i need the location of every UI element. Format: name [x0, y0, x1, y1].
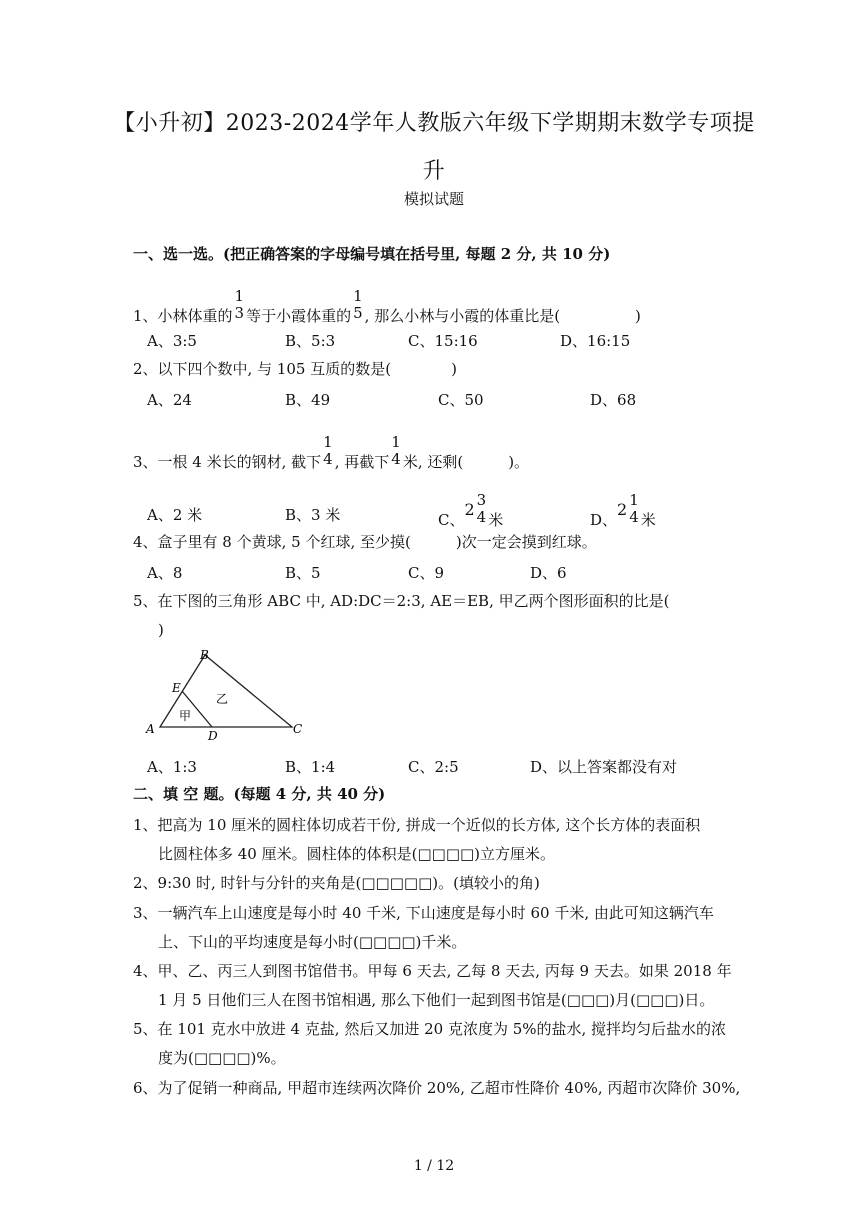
q3-text-a: 3、一根 4 米长的钢材, 截下 — [133, 453, 322, 471]
q3-option-b: B、3 米 — [285, 506, 341, 524]
fill-question-4-line-1: 4、甲、乙、丙三人到图书馆借书。甲每 6 天去, 乙每 8 天去, 丙每 9 天去。如果 2018 年 — [133, 962, 732, 980]
label-e: E — [172, 681, 181, 695]
question-1-5-cont: ) — [158, 621, 164, 639]
title-line-1: 【小升初】2023-2024学年人教版六年级下学期期末数学专项提 — [113, 111, 755, 136]
q1-option-b: B、5:3 — [285, 332, 336, 350]
document-subtitle: 模拟试题 — [403, 190, 464, 208]
document-title — [60, 100, 808, 196]
label-b: B — [200, 648, 209, 662]
fill-question-6-line-1: 6、为了促销一种商品, 甲超市连续两次降价 20%, 乙超市性降价 40%, 丙超市次降价 30%, — [133, 1079, 741, 1097]
q4-option-c: C、9 — [408, 564, 445, 582]
fill-question-3-line-2: 上、下山的平均速度是每小时(□□□□)千米。 — [158, 933, 467, 951]
q3-text-b: , 再截下 — [334, 453, 390, 471]
q1-option-c: C、15:16 — [408, 332, 478, 350]
q3-text-c: 米, 还剩( )。 — [402, 453, 530, 471]
fraction-one-quarter-a: 1 4 — [323, 433, 333, 468]
label-d: D — [208, 729, 218, 743]
question-1-2: 2、以下四个数中, 与 105 互质的数是( ) — [133, 360, 457, 378]
fraction-one-quarter-c: 1 4 — [629, 491, 639, 526]
fraction-one-third: 1 3 — [234, 287, 245, 322]
q2-option-d: D、68 — [590, 391, 637, 409]
q1-text-c: , 那么小林与小霞的体重比是( ) — [364, 307, 641, 325]
q2-option-a: A、24 — [147, 391, 192, 409]
q5-option-d: D、以上答案都没有对 — [530, 758, 678, 776]
triangle-figure — [140, 645, 310, 745]
q1-option-a: A、3:5 — [147, 332, 197, 350]
q3-option-c: C、2 3 4 米 — [438, 491, 504, 529]
q1-option-d: D、16:15 — [560, 332, 631, 350]
fill-question-5-line-1: 5、在 101 克水中放进 4 克盐, 然后又加进 20 克浓度为 5%的盐水, 搅拌均匀后盐水的浓 — [133, 1020, 727, 1038]
region-yi-label: 乙 — [216, 692, 229, 706]
label-c: C — [293, 722, 303, 736]
page-number: 1 / 12 — [413, 1158, 455, 1174]
q4-option-d: D、6 — [530, 564, 567, 582]
fraction-one-fifth: 1 5 — [353, 287, 363, 322]
fraction-one-quarter-b: 1 4 — [391, 433, 401, 468]
fraction-three-quarters: 3 4 — [476, 491, 487, 526]
fill-question-5-line-2: 度为(□□□□)%。 — [158, 1049, 286, 1067]
question-1-4: 4、盒子里有 8 个黄球, 5 个红球, 至少摸( )次一定会摸到红球。 — [133, 533, 597, 551]
q1-text-b: 等于小霞体重的 — [246, 307, 352, 325]
q5-option-b: B、1:4 — [285, 758, 336, 776]
fill-question-3-line-1: 3、一辆汽车上山速度是每小时 40 千米, 下山速度是每小时 60 千米, 由此可知这辆汽车 — [133, 904, 714, 922]
q4-option-a: A、8 — [147, 564, 183, 582]
q4-option-b: B、5 — [285, 564, 321, 582]
question-1-3 — [133, 433, 530, 480]
fill-question-2: 2、9:30 时, 时针与分针的夹角是(□□□□□)。(填较小的角) — [133, 874, 540, 892]
section-1-heading: 一、选一选。(把正确答案的字母编号填在括号里, 每题 2 分, 共 10 分) — [133, 245, 611, 263]
q3-option-a: A、2 米 — [147, 506, 203, 524]
question-1-5: 5、在下图的三角形 ABC 中, AD:DC＝2:3, AE＝EB, 甲乙两个图形面积的比是( — [133, 592, 670, 610]
q5-option-a: A、1:3 — [147, 758, 197, 776]
label-a: A — [146, 722, 155, 736]
fill-question-1-line-2: 比圆柱体多 40 厘米。圆柱体的体积是(□□□□)立方厘米。 — [158, 845, 556, 863]
q3-option-d: D、2 1 4 米 — [590, 491, 656, 529]
q2-option-b: B、49 — [285, 391, 331, 409]
q5-option-c: C、2:5 — [408, 758, 459, 776]
q2-option-c: C、50 — [438, 391, 484, 409]
fill-question-4-line-2: 1 月 5 日他们三人在图书馆相遇, 那么下他们一起到图书馆是(□□□)月(□□□)日。 — [158, 991, 715, 1009]
fill-question-1-line-1: 1、把高为 10 厘米的圆柱体切成若干份, 拼成一个近似的长方体, 这个长方体的表面积 — [133, 816, 701, 834]
title-line-2: 升 — [422, 159, 446, 184]
section-2-heading: 二、填 空 题。(每题 4 分, 共 40 分) — [133, 785, 386, 803]
region-jia-label: 甲 — [179, 709, 192, 723]
question-1-1 — [133, 287, 641, 334]
q1-text-a: 1、小林体重的 — [133, 307, 233, 325]
